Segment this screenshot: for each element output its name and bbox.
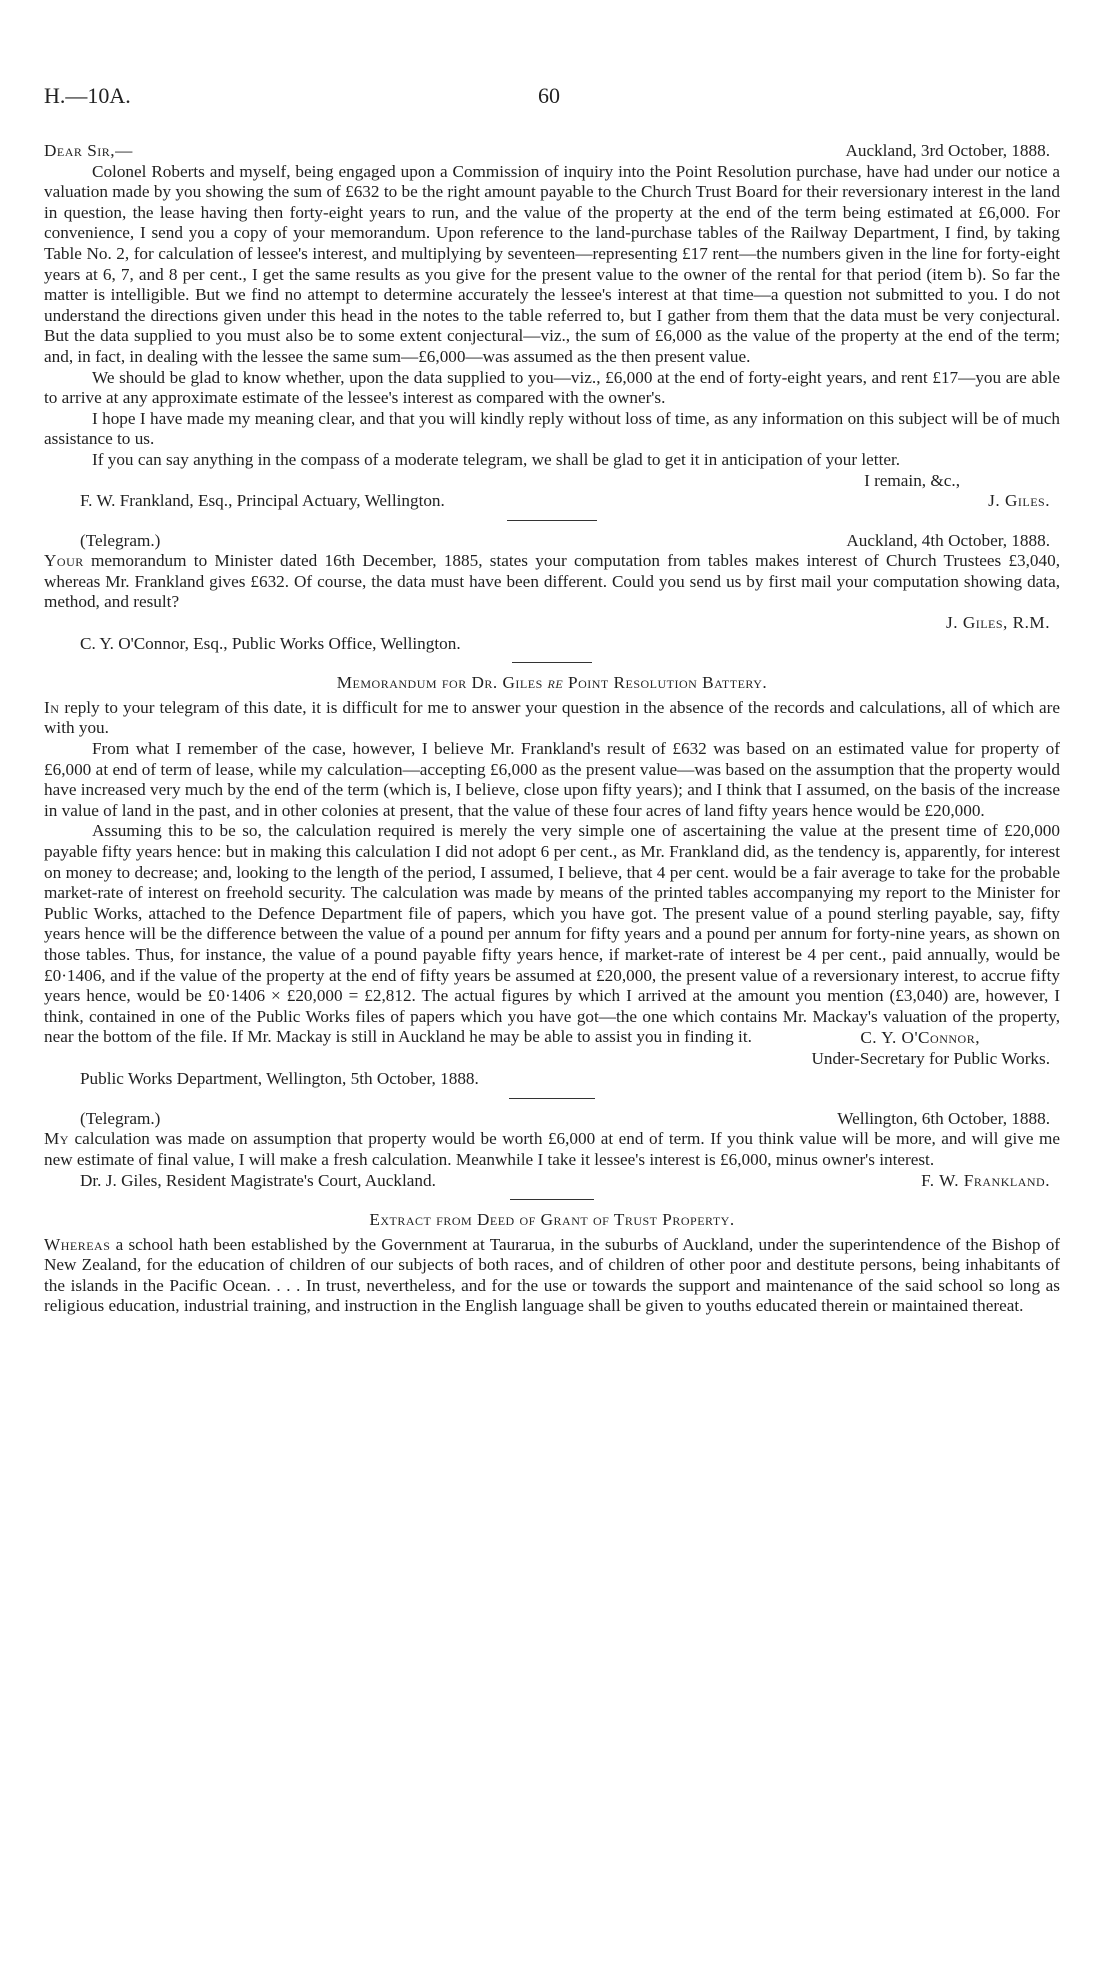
letter1-footer bbox=[44, 491, 1060, 512]
report-code: H.—10A. bbox=[44, 83, 131, 108]
telegram1-text bbox=[44, 551, 1060, 613]
document-body bbox=[44, 141, 1060, 1317]
telegram1-label: (Telegram.) bbox=[80, 530, 161, 550]
memorandum-paragraph: In reply to your telegram of this date, it is difficult for me to answer your question in the absence of the records and calculations, all of which are with you. bbox=[44, 697, 1060, 738]
letter1-paragraph: We should be glad to know whether, upon the data supplied to you—viz., £6,000 at the end of forty-eight years, and rent £17—you are able to arrive at any approximate estimate of the lessee's interest as compared with the owner's. bbox=[44, 367, 1060, 408]
memorandum-title: Memorandum for Dr. Giles re Point Resolution Battery. bbox=[336, 673, 768, 693]
extract-lead: Whereas bbox=[44, 1234, 111, 1254]
divider bbox=[512, 662, 592, 663]
letter1-paragraph: If you can say anything in the compass of a moderate telegram, we shall be glad to get it in anticipation of your letter. bbox=[92, 449, 901, 469]
memorandum-paragraph: Assuming this to be so, the calculation required is merely the very simple one of ascertaining the value at the present time of £20,000 payable fifty years hence: but in making this calculation I did not adopt 6 per cent., as Mr. Frankland did, as the tendency is, apparently, for interest on money to decrease; and, looking to the length of the period, I assumed, I believe, that 4 per cent. would be a fair average to take for the probable market-rate of interest on freehold security. The calculation was made by means of the printed tables accompanying my report to the Minister for Public Works, attached to the Defence Department file of papers, which you have got. The present value of a pound sterling payable, say, fifty years hence will be the difference between the value of a pound per annum for fifty years and a pound per annum for forty-nine years, as shown on those tables. Thus, for instance, the value of a pound payable fifty years hence, if market-rate of interest be 4 per cent., paid annually, would be £0·1406, and if the value of the property at the end of fifty years be assumed at £20,000, the present value of a reversionary interest, to accrue fifty years hence, would be £0·1406 × £20,000 = £2,812. The actual figures by which I arrived at the amount you mention (£3,040) are, however, I think, contained in one of the Public Works files of papers which you have got—the one which contains Mr. Mackay's valuation of the property, near the bottom of the file. If Mr. Mackay is still in Auckland he may be able to assist you in finding it. bbox=[44, 821, 1060, 1047]
page-number: 60 bbox=[538, 83, 560, 108]
extract-text: Whereas a school hath been established by the Government at Taurarua, in the suburbs of Auckland, under the superintendence of the Bishop of New Zealand, for the education of children of our subjects of both races, and of children of other poor and destitute persons, being inhabitants of the islands in the Pacific Ocean. . . . In trust, nevertheless, and for the use or towards the support and maintenance of the said school so long as religious education, industrial training, and instruction in the English language shall be given to youths educated therein or maintained thereat. bbox=[44, 1234, 1061, 1316]
telegram2-signature: F. W. Frankland. bbox=[921, 1170, 1050, 1190]
letter1-signature: J. Giles. bbox=[988, 491, 1050, 511]
telegram1-addressee: C. Y. O'Connor, Esq., Public Works Office, Wellington. bbox=[80, 633, 461, 653]
telegram2-place-date: Wellington, 6th October, 1888. bbox=[837, 1108, 1050, 1128]
telegram1-place-date: Auckland, 4th October, 1888. bbox=[846, 530, 1050, 550]
memorandum-signature: C. Y. O'Connor, bbox=[860, 1027, 980, 1047]
divider bbox=[509, 1098, 595, 1099]
telegram2-addressee: Dr. J. Giles, Resident Magistrate's Court, Auckland. bbox=[80, 1170, 436, 1190]
telegram1-body: memorandum to Minister dated 16th December, 1885, states your computation from tables makes interest of Church Trustees £3,040, whereas Mr. Frankland gives £632. Of course, the data must have been different. Could you send us by first mail your computation showing data, method, and result? bbox=[44, 551, 1061, 612]
telegram1-lead: Your bbox=[44, 551, 84, 571]
divider bbox=[507, 520, 597, 521]
telegram1-signature: J. Giles, R.M. bbox=[946, 613, 1050, 633]
divider bbox=[510, 1199, 594, 1200]
memorandum-place-date: Public Works Department, Wellington, 5th October, 1888. bbox=[80, 1069, 479, 1089]
letter1-paragraph: Colonel Roberts and myself, being engaged upon a Commission of inquiry into the Point Resolution purchase, have had under our notice a valuation made by you showing the sum of £632 to be the right amount payable to the Church Trust Board for their reversionary interest in the land in question, the lease having then forty-eight years to run, and the value of the property at the end of the term being estimated at £6,000. For convenience, I send you a copy of your memorandum. Upon reference to the land-purchase tables of the Railway Department, I find, by taking Table No. 2, for calculation of lessee's interest, and multiplying by seventeen—representing £17 rent—the numbers given in the line for forty-eight years at 6, 7, and 8 per cent., I get the same results as you give for the present value to the owner of the rental for that period (item b). So far the matter is intelligible. But we find no attempt to determine accurately the lessee's interest at that time—a question not submitted to you. I do not understand the directions given under this head in the notes to the table referred to, but I gather from them that the data must be very conjectural. But the data supplied to you must also be to some extent conjectural—viz., the sum of £6,000 as the value of the property at the end of the term; and, in fact, in dealing with the lessee the same sum—£6,000—was assumed as the then present value. bbox=[44, 161, 1060, 366]
letter1-heading bbox=[44, 141, 1060, 162]
letter1-addressee: F. W. Frankland, Esq., Principal Actuary, Wellington. bbox=[80, 491, 445, 511]
telegram2-label: (Telegram.) bbox=[80, 1108, 161, 1128]
memorandum-paragraph: From what I remember of the case, however, I believe Mr. Frankland's result of £632 was based on an estimated value for property of £6,000 at end of term of lease, while my calculation—accepting £6,000 as the present value—was based on the assumption that the property would have increased very much by the end of the term (which is, I believe, close upon fifty years); and I think that I assumed, on the basis of the increase in value of land in the past, and in other colonies at present, that the value of these four acres of land fifty years hence would be £20,000. bbox=[44, 739, 1060, 820]
telegram2-heading bbox=[44, 1109, 1060, 1130]
page-header bbox=[44, 83, 1074, 112]
extract-title: Extract from Deed of Grant of Trust Property. bbox=[369, 1210, 735, 1230]
letter1-place-date: Auckland, 3rd October, 1888. bbox=[845, 141, 1050, 160]
letter1-closing: I remain, &c., bbox=[864, 470, 960, 490]
telegram2-lead: My bbox=[44, 1129, 69, 1149]
telegram2-text: My calculation was made on assumption that property would be worth £6,000 at end of term. If you think value will be more, and will give me new estimate of final value, I will make a fresh calculation. Meanwhile I take it lessee's interest is £6,000, minus owner's interest. bbox=[44, 1129, 1061, 1169]
telegram2-footer bbox=[44, 1171, 1060, 1192]
memorandum-lead: In bbox=[44, 697, 60, 717]
telegram1-heading bbox=[44, 531, 1060, 552]
letter1-paragraph: I hope I have made my meaning clear, and that you will kindly reply without loss of time, as any information on this subject will be of much assistance to us. bbox=[44, 408, 1060, 449]
letter1-salutation: Dear Sir,— bbox=[44, 141, 133, 160]
memorandum-signature-title: Under-Secretary for Public Works. bbox=[811, 1048, 1050, 1068]
